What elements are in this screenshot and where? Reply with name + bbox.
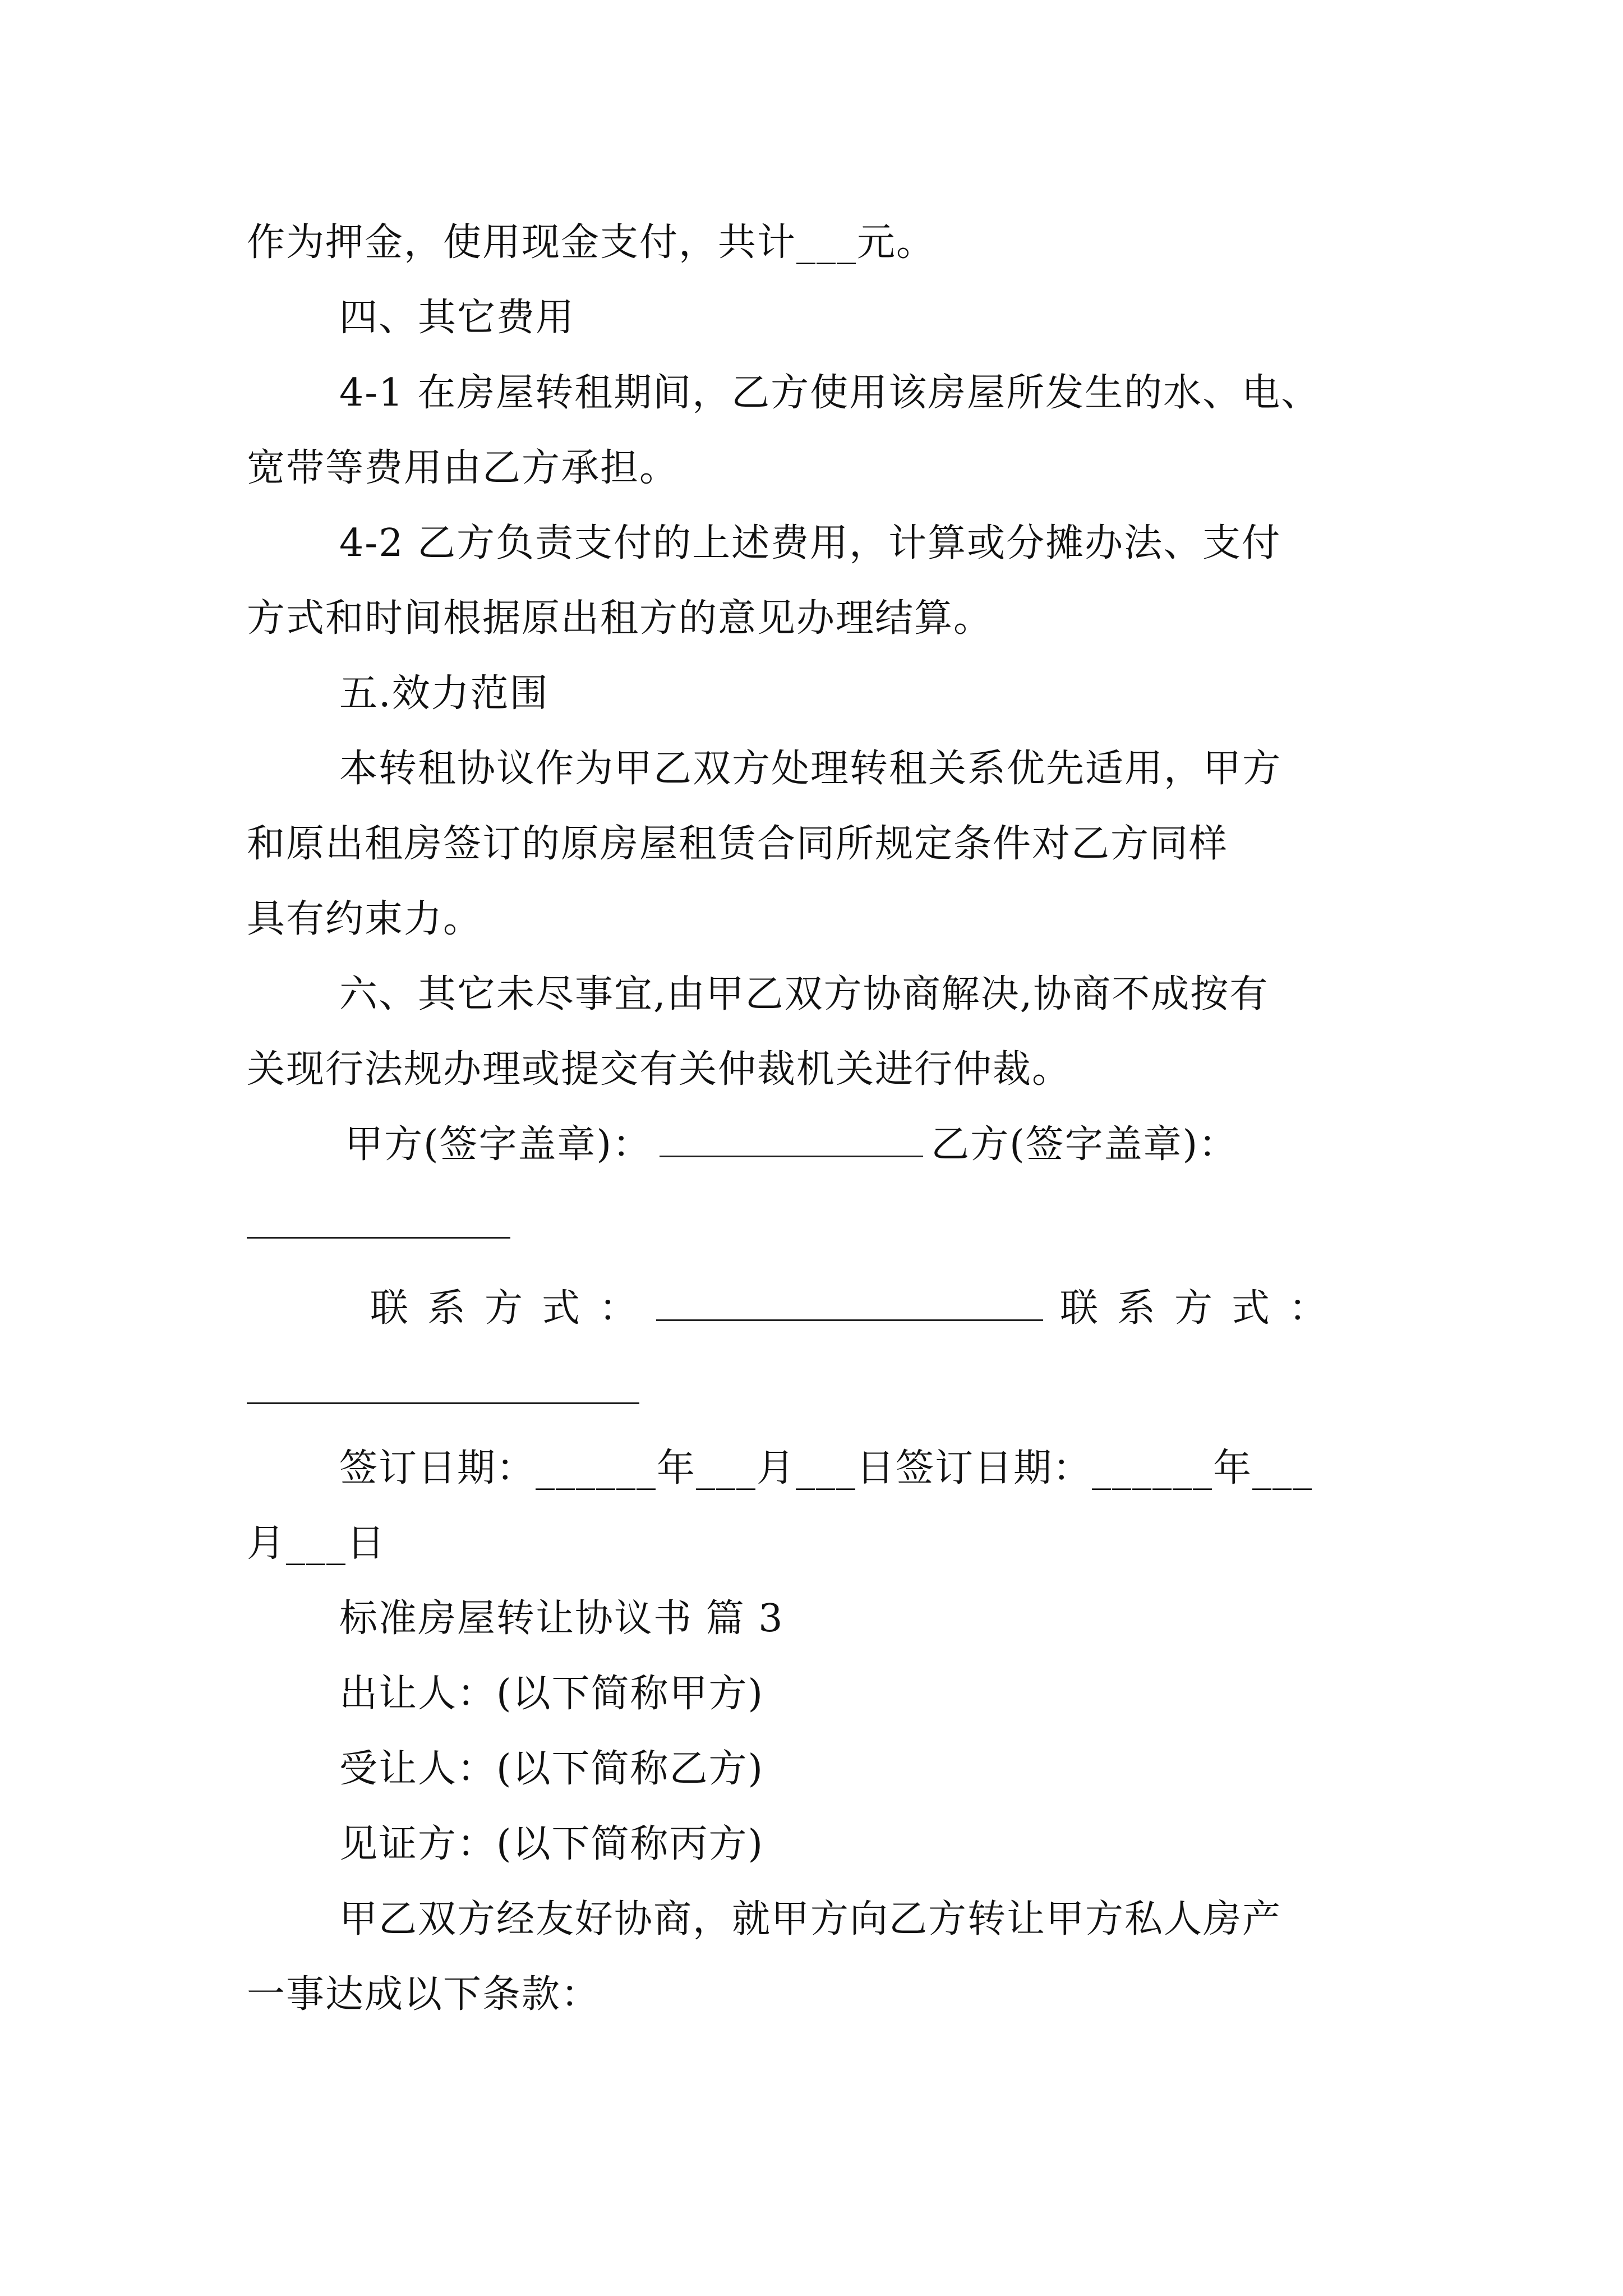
scope-text-line-2: 和原出租房签订的原房屋租赁合同所规定条件对乙方同样	[247, 822, 1229, 866]
agreement-title: 标准房屋转让协议书 篇 3	[339, 1596, 784, 1641]
section-six-line-2: 关现行法规办理或提交有关仲裁机关进行仲裁。	[247, 1047, 1072, 1092]
contact-row	[370, 1282, 1346, 1336]
intro-text-line-2: 一事达成以下条款：	[247, 1972, 601, 2017]
party-b-contact-label: 联系方式：	[1060, 1286, 1347, 1331]
section-heading-other-fees: 四、其它费用	[339, 296, 575, 340]
deposit-text: 作为押金，使用现金支付，共计___元。	[247, 220, 936, 265]
signing-date-line-1: 签订日期：______年___月___日签订日期：______年___	[339, 1446, 1313, 1490]
signing-date-line-2: 月___日	[247, 1521, 386, 1566]
party-a-contact-blank	[656, 1286, 1043, 1321]
scope-text-line-3: 具有约束力。	[247, 897, 483, 941]
transferor-line: 出让人：(以下简称甲方)	[339, 1672, 764, 1716]
party-a-contact-label: 联系方式：	[370, 1286, 657, 1331]
party-b-signature-blank	[247, 1237, 510, 1239]
party-a-signature-blank	[660, 1122, 923, 1157]
party-b-contact-blank	[247, 1402, 639, 1404]
party-a-signature-label: 甲方(签字盖章)：	[345, 1122, 652, 1167]
section-six-line-1: 六、其它未尽事宜,由甲乙双方协商解决,协商不成按有	[339, 972, 1269, 1016]
intro-text-line-1: 甲乙双方经友好协商，就甲方向乙方转让甲方私人房产	[339, 1897, 1282, 1941]
clause-4-2-line-2: 方式和时间根据原出租方的意见办理结算。	[247, 596, 993, 641]
clause-4-1-line-1: 4-1 在房屋转租期间，乙方使用该房屋所发生的水、电、	[339, 371, 1321, 415]
transferee-line: 受让人：(以下简称乙方)	[339, 1747, 764, 1791]
clause-4-2-line-1: 4-2 乙方负责支付的上述费用，计算或分摊办法、支付	[339, 521, 1281, 565]
section-heading-scope: 五.效力范围	[339, 671, 549, 716]
scope-text-line-1: 本转租协议作为甲乙双方处理转租关系优先适用，甲方	[339, 747, 1282, 791]
party-b-signature-label: 乙方(签字盖章)：	[931, 1122, 1238, 1167]
clause-4-1-line-2: 宽带等费用由乙方承担。	[247, 446, 679, 490]
witness-line: 见证方：(以下简称丙方)	[339, 1822, 764, 1866]
signature-row	[345, 1118, 1238, 1172]
